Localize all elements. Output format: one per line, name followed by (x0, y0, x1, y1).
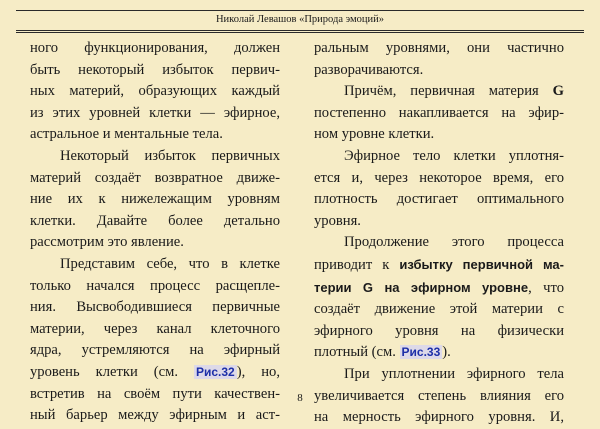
text-line: рассмотрим это явление. (30, 234, 184, 251)
text-line: постепенно накапливается на эфир- (314, 104, 564, 121)
text-line (314, 254, 564, 277)
text-line: Представим себе, что в клетке (60, 255, 280, 272)
text-line: встретив на своём пути качествен- (30, 385, 280, 402)
paragraph-continuation (30, 38, 280, 146)
text-line: астральное и ментальные тела. (30, 126, 223, 143)
text-line (314, 81, 564, 103)
header-title: Николай Левашов «Природа эмоций» (215, 14, 385, 25)
text-line: уровня. (314, 212, 361, 229)
text-fragment: уровень клетки (см. (30, 363, 194, 380)
text-fragment: ), но, (236, 363, 280, 380)
text-line: ный барьер между эфирным и аст- (30, 407, 280, 424)
running-header (16, 10, 584, 33)
text-line: материй создаёт возвратное движе- (30, 169, 280, 186)
text-line: плотность достигает оптимального (314, 191, 564, 208)
paragraph (30, 146, 280, 254)
figure-32-link[interactable]: Рис.32 (195, 364, 235, 379)
text-line: ного функционирования, должен (30, 40, 280, 56)
text-line: на мерность эфирного уровня. И, (314, 409, 564, 426)
emphasis-text: избытку первичной ма- (399, 256, 564, 272)
text-line: При уплотнении эфирного тела (344, 365, 564, 382)
text-line: из этих уровней клетки — эфирное, (30, 104, 280, 121)
text-line: ральным уровнями, они частично (314, 40, 564, 56)
text-line: Продолжение этого процесса (344, 234, 564, 251)
text-fragment: Причём, первичная материя (344, 83, 553, 100)
paragraph (314, 232, 564, 364)
text-line (30, 362, 280, 384)
text-line: ном уровне клетки. (314, 126, 435, 143)
text-line: создаёт движение этой материи с (314, 301, 564, 318)
text-line: ние их к нижележащим уровням (30, 191, 280, 208)
text-line: ния. Высвободившиеся первичные (30, 299, 280, 316)
text-fragment: , что (528, 279, 564, 296)
text-fragment: приводит к (314, 256, 400, 273)
paragraph (314, 81, 564, 146)
symbol-g: G (552, 83, 564, 100)
paragraph (314, 146, 564, 232)
page-number: 8 (297, 392, 303, 404)
text-line (314, 342, 564, 364)
text-line: материи, через канал клеточного (30, 320, 280, 337)
paragraph-continuation (314, 38, 564, 81)
text-line: быть некоторый избыток первич- (30, 61, 280, 78)
text-line: разворачиваются. (314, 61, 424, 78)
text-line: клетки. Давайте более детально (30, 212, 280, 229)
text-line: Эфирное тело клетки уплотня- (344, 147, 564, 164)
text-line: только начался процесс расщепле- (30, 277, 280, 294)
left-column (30, 38, 280, 427)
text-line: Некоторый избыток первичных (60, 147, 280, 164)
figure-33-link[interactable]: Рис.33 (401, 345, 441, 360)
text-line: эфирного уровня на физически (314, 322, 564, 339)
text-line: ных материй, образующих каждый (30, 83, 280, 100)
text-fragment: ). (442, 344, 451, 361)
text-fragment: плотный (см. (314, 344, 400, 361)
emphasis-text: терии G на эфирном уровне (314, 279, 529, 295)
text-line: увеличивается степень влияния его (314, 387, 564, 404)
text-line: ется и, через некоторое время, его (314, 169, 564, 186)
right-column (314, 38, 564, 429)
text-line (314, 277, 564, 300)
text-line: ядра, устремляются на эфирный (30, 342, 280, 359)
